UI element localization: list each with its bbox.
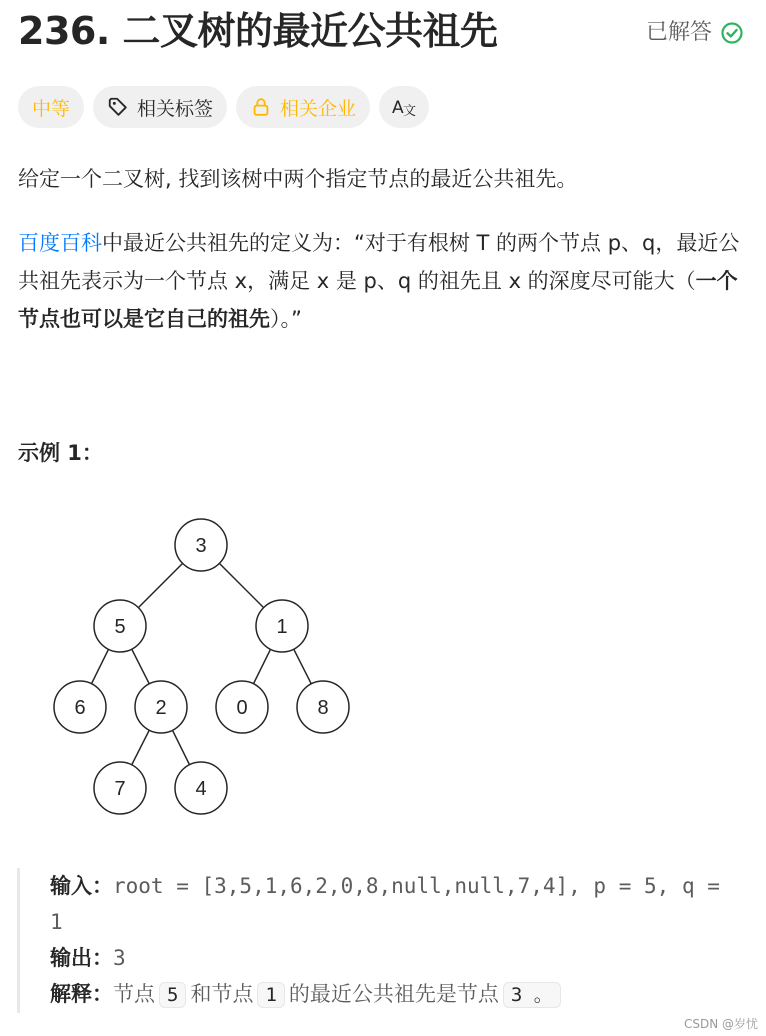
tree-node: [135, 681, 187, 733]
related-topics-button[interactable]: [93, 86, 227, 128]
tree-node-label: 6: [74, 697, 86, 719]
translate-button[interactable]: [379, 86, 429, 128]
example-output: [50, 940, 727, 976]
tag-bar: [18, 86, 429, 128]
tree-edge: [173, 730, 190, 764]
tree-node-label: 8: [317, 697, 329, 719]
tree-node: [256, 600, 308, 652]
definition-text: 中最近公共祖先的定义为：“对于有根树 T 的两个节点 p、q，最近公共祖先表示为一个节点 x，满足 x 是 p、q 的祖先且 x 的深度尽可能大（: [18, 231, 740, 293]
tree-node-label: 7: [114, 778, 126, 800]
explain-code-1: 5: [159, 982, 186, 1008]
solved-status: [646, 18, 744, 48]
lock-icon: [250, 96, 272, 118]
related-topics-label: 相关标签: [137, 97, 214, 120]
tree-edge: [138, 563, 182, 607]
output-label: 输出：: [50, 946, 113, 970]
companies-button[interactable]: [236, 86, 370, 128]
example-explanation: [50, 976, 727, 1013]
tree-node: [94, 600, 146, 652]
check-circle-icon: [720, 21, 744, 45]
explain-code-2: 1: [257, 982, 284, 1008]
example-input: [50, 868, 727, 940]
explain-text-1: 节点: [113, 982, 155, 1006]
example-block: [17, 868, 727, 1013]
output-value: 3: [113, 946, 126, 970]
solved-label: 已解答: [645, 20, 712, 45]
explain-label: 解释：: [50, 982, 113, 1006]
explain-text-3: 的最近公共祖先是节点: [288, 982, 499, 1006]
problem-title: 236. 二叉树的最近公共祖先: [18, 9, 498, 53]
tree-node: [175, 762, 227, 814]
tree-node: [216, 681, 268, 733]
svg-text:文: 文: [403, 104, 417, 118]
input-value: root = [3,5,1,6,2,0,8,null,null,7,4], p = 5, q = 1: [50, 874, 720, 934]
definition-text-end: ）。”: [270, 307, 302, 331]
watermark: CSDN @岁忧: [683, 1017, 758, 1031]
tree-node: [175, 519, 227, 571]
tree-node: [54, 681, 106, 733]
binary-tree-diagram: [46, 512, 366, 828]
tree-node-label: 2: [155, 697, 167, 719]
tree-node-label: 4: [195, 778, 207, 800]
tree-node: [297, 681, 349, 733]
explain-code-3: 3 。: [503, 982, 561, 1008]
description-paragraph-2: [18, 224, 746, 338]
example-title: 示例 1：: [18, 441, 103, 465]
companies-label: 相关企业: [280, 97, 357, 120]
translate-icon: [391, 96, 417, 118]
tree-edge: [219, 563, 263, 607]
problem-header: [18, 6, 744, 56]
tree-node-label: 0: [236, 697, 248, 719]
explain-text-2: 和节点: [190, 982, 254, 1006]
tree-node: [94, 762, 146, 814]
tree-edge: [254, 649, 271, 683]
tree-edge: [132, 649, 150, 684]
tree-edge: [92, 649, 109, 683]
tree-edge: [132, 730, 150, 765]
baidu-baike-link[interactable]: 百度百科: [18, 231, 102, 255]
tree-node-label: 1: [276, 616, 288, 638]
tag-icon: [107, 96, 129, 118]
input-label: 输入：: [50, 874, 113, 898]
tree-edge: [294, 649, 312, 684]
svg-text:A: A: [392, 98, 404, 118]
tree-node-label: 3: [195, 535, 207, 557]
difficulty-badge[interactable]: 中等: [18, 86, 84, 128]
description-paragraph-1: 给定一个二叉树, 找到该树中两个指定节点的最近公共祖先。: [18, 167, 578, 191]
tree-node-label: 5: [114, 616, 126, 638]
definition-bold-text: 一个节点也可以是它自己的祖先: [18, 269, 738, 331]
